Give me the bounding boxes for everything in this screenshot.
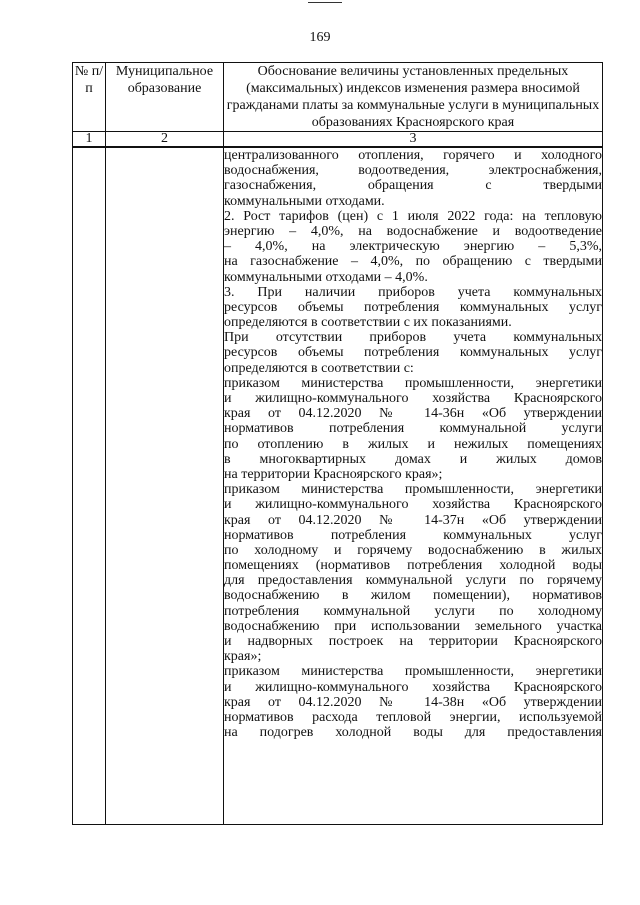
text-line: потребления коммунальной услуги по холодному <box>224 603 602 619</box>
text-line: по отоплению в жилых и нежилых помещениях <box>224 436 602 452</box>
text-line: водоснабжению при использовании земельного участка <box>224 618 602 634</box>
justification-cell <box>224 147 603 825</box>
justification-text <box>224 148 602 740</box>
column-index: 3 <box>224 132 603 148</box>
text-line: определяются в соответствии с их показаниями. <box>224 315 512 331</box>
column-index: 1 <box>73 132 106 148</box>
text-line: края от 04.12.2020 № 14-38н «Об утверждении <box>224 694 602 710</box>
text-line: нормативов потребления коммунальной услуги <box>224 421 602 437</box>
text-line: водоснабжению в жилом помещении), нормативов <box>224 588 602 604</box>
text-line: по холодному и горячему водоснабжению в жилых <box>224 542 602 558</box>
text-line: нормативов потребления коммунальных услуг <box>224 527 602 543</box>
text-line: коммунальными отходами – 4,0%. <box>224 269 428 285</box>
header-municipality: Муниципальное образование <box>106 63 224 132</box>
text-line: на территории Красноярского края»; <box>224 466 443 482</box>
text-line: края от 04.12.2020 № 14-37н «Об утверждении <box>224 512 602 528</box>
top-edge-mark <box>308 2 342 3</box>
text-line: края от 04.12.2020 № 14-36н «Об утверждении <box>224 406 602 422</box>
text-line: 2. Рост тарифов (цен) с 1 июля 2022 года: на тепловую <box>224 208 602 224</box>
page-number: 169 <box>309 30 331 45</box>
header-number: № п/п <box>73 63 106 132</box>
text-line: приказом министерства промышленности, энергетики <box>224 375 602 391</box>
header-justification: Обоснование величины установленных предельных (максимальных) индексов изменения размера вносимой гражданами платы за коммунальные услуги в муниципальных образованиях Красноярского края <box>224 63 603 132</box>
table-header-row <box>73 63 603 132</box>
column-index: 2 <box>106 132 224 148</box>
text-line: газоснабжения, обращения с твердыми <box>224 178 602 194</box>
text-line: определяются в соответствии с: <box>224 360 414 376</box>
text-line: коммунальными отходами. <box>224 193 385 209</box>
text-line: ресурсов объемы потребления коммунальных услуг <box>224 299 602 315</box>
text-line: и жилищно-коммунального хозяйства Красноярского <box>224 679 602 695</box>
text-line: помещениях (нормативов потребления холодной воды <box>224 558 602 574</box>
municipality-cell <box>106 147 224 825</box>
text-line: и надворных построек на территории Красноярского <box>224 634 602 649</box>
text-line: на газоснабжение – 4,0%, по обращению с твердыми <box>224 254 602 270</box>
text-line: и жилищно-коммунального хозяйства Красноярского <box>224 391 602 406</box>
text-line: приказом министерства промышленности, энергетики <box>224 664 602 680</box>
text-line: приказом министерства промышленности, энергетики <box>224 482 602 498</box>
text-line: водоснабжения, водоотведения, электроснабжения, <box>224 163 602 179</box>
number-cell <box>73 147 106 825</box>
text-line: для предоставления коммунальной услуги по горячему <box>224 573 602 589</box>
table-body-row <box>73 147 603 825</box>
text-line: энергию – 4,0%, на водоснабжение и водоотведение <box>224 223 602 239</box>
column-index-row <box>73 132 603 148</box>
text-line: и жилищно-коммунального хозяйства Красноярского <box>224 497 602 513</box>
text-line: нормативов расхода тепловой энергии, используемой <box>224 709 602 725</box>
text-line: на подогрев холодной воды для предоставления <box>224 725 602 741</box>
text-line: При отсутствии приборов учета коммунальных <box>224 330 602 346</box>
text-line: ресурсов объемы потребления коммунальных услуг <box>224 345 602 361</box>
justification-table <box>72 62 603 825</box>
text-line: – 4,0%, на электрическую энергию – 5,3%, <box>224 239 602 255</box>
text-line: 3. При наличии приборов учета коммунальных <box>224 284 602 300</box>
text-line: в многоквартирных домах и жилых домов <box>224 451 602 467</box>
text-line: края»; <box>224 649 262 665</box>
text-line: централизованного отопления, горячего и холодного <box>224 148 602 163</box>
